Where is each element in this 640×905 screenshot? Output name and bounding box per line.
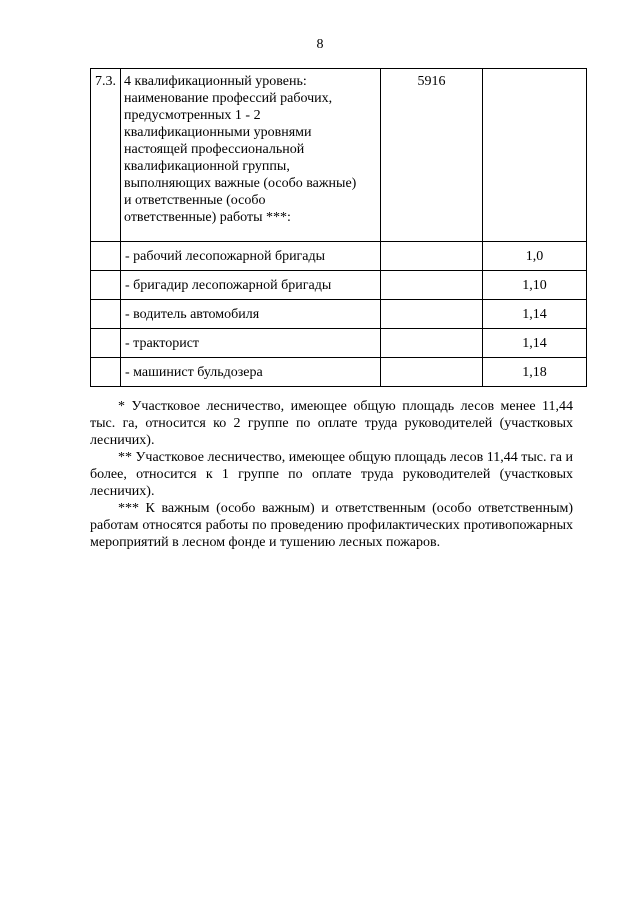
row-salary-empty xyxy=(381,329,483,358)
profession-name: - тракторист xyxy=(121,329,381,358)
row-salary-empty xyxy=(381,300,483,329)
profession-name: - бригадир лесопожарной бригады xyxy=(121,271,381,300)
page-number: 8 xyxy=(316,37,324,52)
profession-name: - водитель автомобиля xyxy=(121,300,381,329)
row-salary-empty xyxy=(381,358,483,387)
row-number-empty xyxy=(91,242,121,271)
table-row xyxy=(91,358,587,387)
group-coef-empty xyxy=(483,69,587,242)
footnotes xyxy=(90,398,573,551)
profession-coefficient: 1,10 xyxy=(483,271,587,300)
row-number-empty xyxy=(91,300,121,329)
footnote-triple-star: *** К важным (особо важным) и ответственным (особо ответственным) работам относятся работы по проведению профилактических противопожарных мероприятий в лесном фонде и тушению лесных пожаров. xyxy=(90,501,573,550)
table-row xyxy=(91,300,587,329)
table-row xyxy=(91,271,587,300)
row-number-empty xyxy=(91,271,121,300)
footnote-double-star: ** Участковое лесничество, имеющее общую площадь лесов 11,44 тыс. га и более, относится к 1 группе по оплате труда руководителей (участковых лесничих). xyxy=(90,450,573,499)
profession-coefficient: 1,18 xyxy=(483,358,587,387)
group-salary: 5916 xyxy=(381,69,483,242)
profession-coefficient: 1,14 xyxy=(483,300,587,329)
table-row xyxy=(91,242,587,271)
group-number: 7.3. xyxy=(91,69,121,242)
table-group-row xyxy=(91,69,587,242)
row-salary-empty xyxy=(381,271,483,300)
profession-coefficient: 1,0 xyxy=(483,242,587,271)
profession-name: - рабочий лесопожарной бригады xyxy=(121,242,381,271)
table-row xyxy=(91,329,587,358)
group-title: 4 квалификационный уровень: наименование профессий рабочих, предусмотренных 1 - 2 квалификационными уровнями настоящей профессиональной квалификационной группы, выполняющих важные (особо важные) и ответственные (особо ответственные) работы ***: xyxy=(121,69,381,242)
profession-name: - машинист бульдозера xyxy=(121,358,381,387)
row-salary-empty xyxy=(381,242,483,271)
row-number-empty xyxy=(91,329,121,358)
qualification-table xyxy=(90,68,587,387)
row-number-empty xyxy=(91,358,121,387)
profession-coefficient: 1,14 xyxy=(483,329,587,358)
footnote-single-star: * Участковое лесничество, имеющее общую площадь лесов менее 11,44 тыс. га, относится ко 2 группе по оплате труда руководителей (участковых лесничих). xyxy=(90,399,573,448)
